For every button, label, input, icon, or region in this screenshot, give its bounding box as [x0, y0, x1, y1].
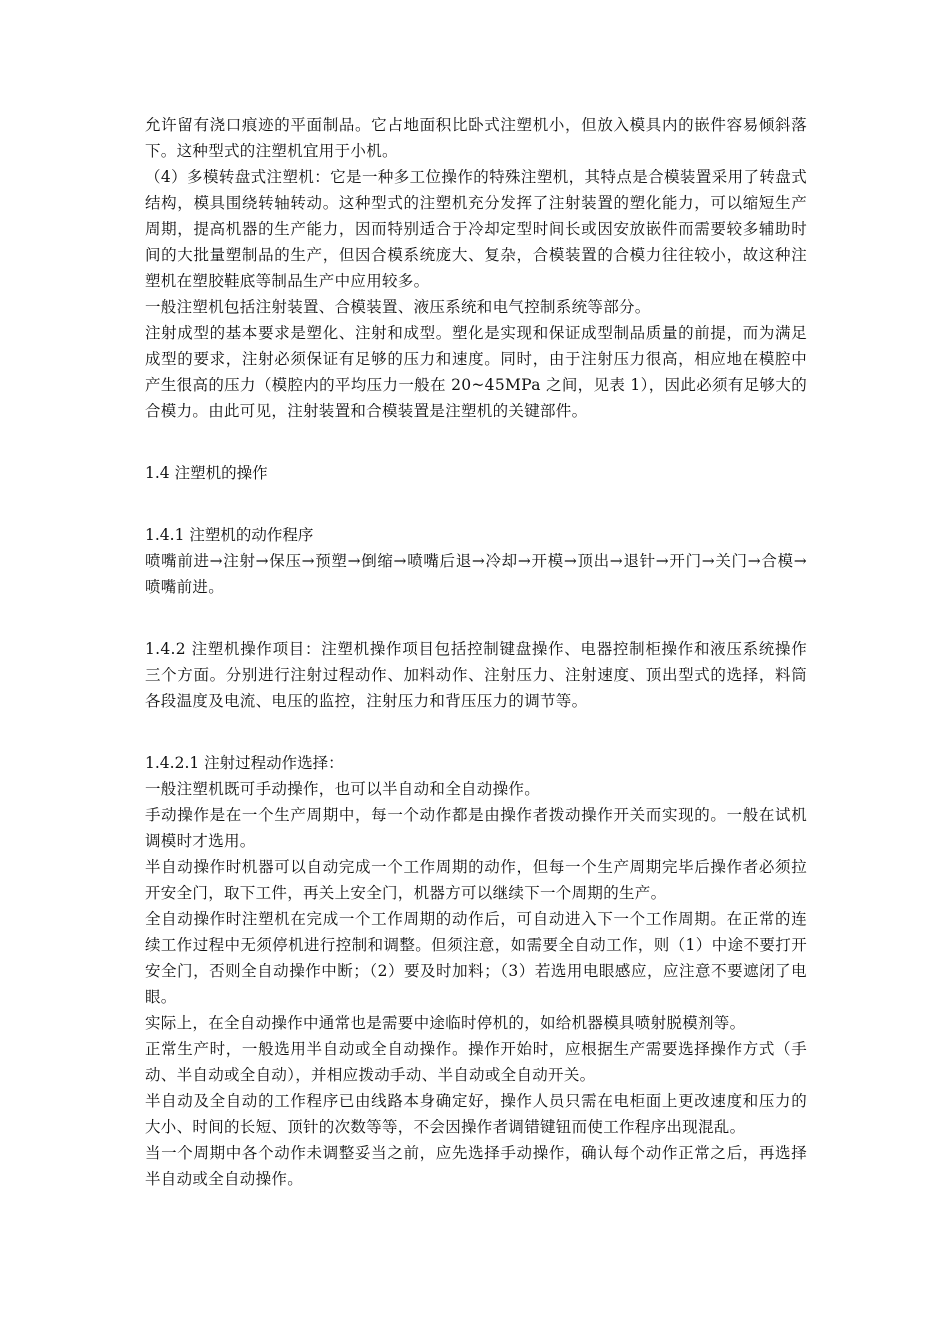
operation-mode-line: 一般注塑机既可手动操作，也可以半自动和全自动操作。 — [145, 780, 541, 798]
operation-mode-line: 实际上，在全自动操作中通常也是需要中途临时停机的，如给机器模具喷射脱模剂等。 — [145, 1014, 746, 1032]
operation-mode-line: 全自动操作时注塑机在完成一个工作周期的动作后，可自动进入下一个工作周期。在正常的连续工作过程中无须停机进行控制和调整。但须注意，如需要全自动工作，则（1）中途不要打开安全门，否则全自动操作中断；（2）要及时加料；（3）若选用电眼感应，应注意不要遮闭了电眼。 — [145, 910, 807, 1006]
spacer — [145, 714, 807, 750]
operation-mode-line: 正常生产时，一般选用半自动或全自动操作。操作开始时，应根据生产需要选择操作方式（手动、半自动或全自动），并相应拨动手动、半自动或全自动开关。 — [145, 1040, 807, 1084]
spacer — [145, 424, 807, 460]
spacer — [145, 486, 807, 522]
document-page — [145, 112, 807, 1192]
section-heading-1-4-1: 1.4.1 注塑机的动作程序 — [145, 526, 314, 544]
spacer — [145, 600, 807, 636]
section-heading-1-4: 1.4 注塑机的操作 — [145, 464, 268, 482]
operation-mode-line: 当一个周期中各个动作未调整妥当之前，应先选择手动操作，确认每个动作正常之后，再选择半自动或全自动操作。 — [145, 1144, 807, 1188]
operation-mode-line: 半自动及全自动的工作程序已由线路本身确定好，操作人员只需在电柜面上更改速度和压力的大小、时间的长短、顶针的次数等等，不会因操作者调错键钮而使工作程序出现混乱。 — [145, 1092, 807, 1136]
paragraph-vertical-machine: 允许留有浇口痕迹的平面制品。它占地面积比卧式注塑机小，但放入模具内的嵌件容易倾斜落下。这种型式的注塑机宜用于小机。 — [145, 116, 807, 160]
paragraph-injection-requirements: 注射成型的基本要求是塑化、注射和成型。塑化是实现和保证成型制品质量的前提，而为满足成型的要求，注射必须保证有足够的压力和速度。同时，由于注射压力很高，相应地在模腔中产生很高的压力（模腔内的平均压力一般在 20~45MPa 之间，见表 1），因此必须有足够大的合模力。由此可见，注射装置和合模装置是注塑机的关键部件。 — [145, 324, 807, 420]
section-paragraph-1-4-2: 1.4.2 注塑机操作项目：注塑机操作项目包括控制键盘操作、电器控制柜操作和液压系统操作三个方面。分别进行注射过程动作、加料动作、注射压力、注射速度、顶出型式的选择，料筒各段温度及电流、电压的监控，注射压力和背压压力的调节等。 — [145, 640, 807, 710]
section-heading-1-4-2-1: 1.4.2.1 注射过程动作选择： — [145, 754, 344, 772]
operation-mode-line: 手动操作是在一个生产周期中，每一个动作都是由操作者拨动操作开关而实现的。一般在试机调模时才选用。 — [145, 806, 807, 850]
action-sequence: 喷嘴前进→注射→保压→预塑→倒缩→喷嘴后退→冷却→开模→顶出→退针→开门→关门→合模→喷嘴前进。 — [145, 552, 807, 596]
paragraph-machine-components: 一般注塑机包括注射装置、合模装置、液压系统和电气控制系统等部分。 — [145, 298, 651, 316]
paragraph-rotary-machine: （4）多模转盘式注塑机：它是一种多工位操作的特殊注塑机，其特点是合模装置采用了转盘式结构，模具围绕转轴转动。这种型式的注塑机充分发挥了注射装置的塑化能力，可以缩短生产周期，提高机器的生产能力，因而特别适合于冷却定型时间长或因安放嵌件而需要较多辅助时间的大批量塑制品的生产，但因合模系统庞大、复杂，合模装置的合模力往往较小，故这种注塑机在塑胶鞋底等制品生产中应用较多。 — [145, 168, 807, 290]
operation-mode-line: 半自动操作时机器可以自动完成一个工作周期的动作，但每一个生产周期完毕后操作者必须拉开安全门，取下工件，再关上安全门，机器方可以继续下一个周期的生产。 — [145, 858, 807, 902]
